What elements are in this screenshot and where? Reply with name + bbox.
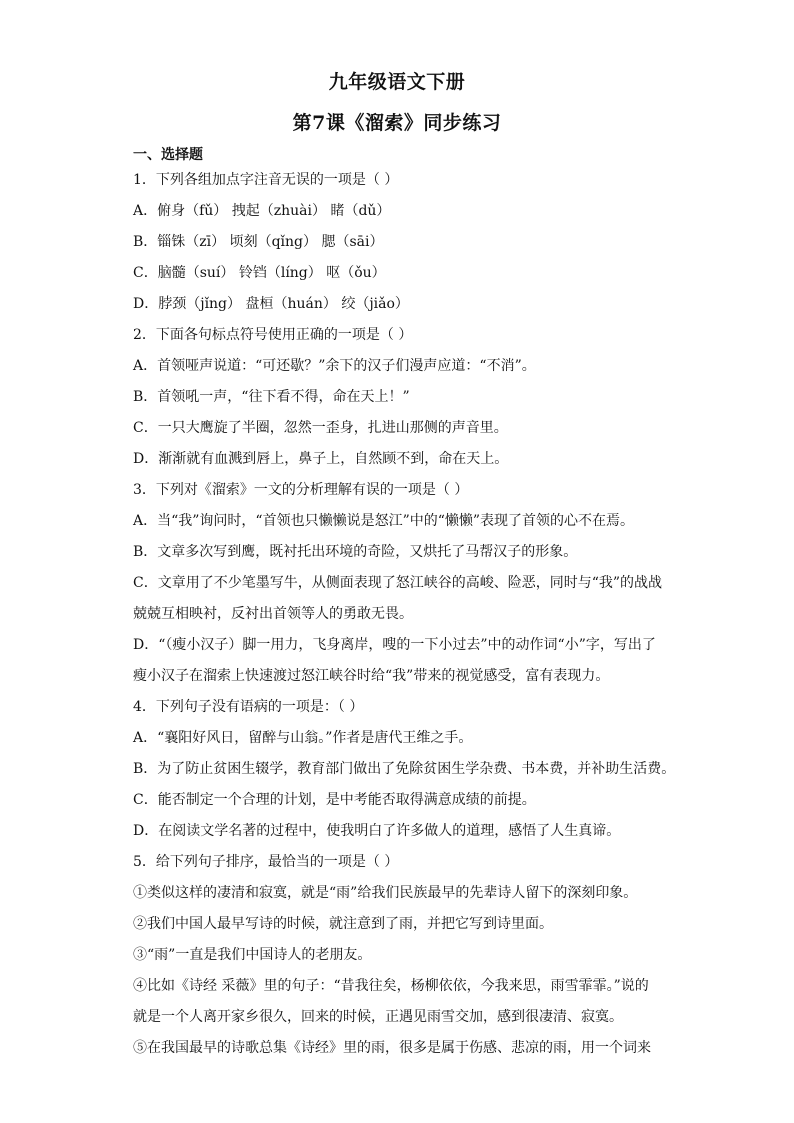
option-line: B．锱铢（zī） 顷刻（qǐng） 腮（sāi） (133, 234, 384, 250)
option-line: C．能否制定一个合理的计划，是中考能否取得满意成绩的前提。 (133, 792, 536, 808)
question-line: 2．下面各句标点符号使用正确的一项是（ ） (133, 327, 413, 343)
question-line: 1．下列各组加点字注音无误的一项是（ ） (133, 172, 399, 188)
lesson-title: 第7课《溜索》同步练习 (292, 112, 502, 134)
option-line: D．在阅读文学名著的过程中，使我明白了许多做人的道理，感悟了人生真谛。 (133, 823, 621, 839)
option-line: B．为了防止贫困生辍学，教育部门做出了免除贫困生学杂费、书本费，并补助生活费。 (133, 761, 676, 777)
option-line: C．一只大鹰旋了半圈，忽然一歪身，扎进山那侧的声音里。 (133, 420, 508, 436)
option-line: A．当“我”询问时，“首领也只懒懒说是怒江”中的“懒懒”表现了首领的心不在焉。 (133, 513, 635, 529)
option-continuation-line: 瘦小汉子在溜索上快速渡过怒江峡谷时给“我”带来的视觉感受，富有表现力。 (133, 668, 610, 684)
question-line: 4．下列句子没有语病的一项是：（ ） (133, 699, 364, 715)
question-content (133, 170, 676, 1069)
option-continuation-line: 兢兢互相映衬，反衬出首领等人的勇敢无畏。 (133, 606, 413, 622)
question-line: 3．下列对《溜索》一文的分析理解有误的一项是（ ） (133, 482, 469, 498)
sentence-line: ③“雨”一直是我们中国诗人的老朋友。 (133, 947, 372, 963)
option-line: B．首领吼一声，“往下看不得，命在天上！” (133, 389, 410, 405)
sentence-line: ⑤在我国最早的诗歌总集《诗经》里的雨，很多是属于伤感、悲凉的雨，用一个词来 (133, 1040, 651, 1056)
option-line: A．俯身（fǔ） 拽起（zhuài） 睹（dǔ） (133, 203, 391, 219)
sentence-continuation-line: 就是一个人离开家乡很久，回来的时候，正遇见雨雪交加，感到很凄清、寂寞。 (133, 1009, 623, 1025)
question-line: 5．给下列句子排序，最恰当的一项是（ ） (133, 854, 399, 870)
option-line: C．脑髓（suí） 铃铛（líng） 呕（ǒu） (133, 265, 386, 281)
sentence-line: ①类似这样的凄清和寂寞，就是“雨”给我们民族最早的先辈诗人留下的深刻印象。 (133, 885, 638, 901)
section-heading: 一、选择题 (133, 147, 203, 163)
option-line: A．首领哑声说道：“可还歇？”余下的汉子们漫声应道：“不消”。 (133, 358, 536, 374)
sentence-line: ②我们中国人最早写诗的时候，就注意到了雨，并把它写到诗里面。 (133, 916, 553, 932)
document-title: 九年级语文下册 (328, 71, 466, 93)
sentence-line: ④比如《诗经 采薇》里的句子：“昔我往矣，杨柳依依，今我来思，雨雪霏霏。”说的 (133, 978, 649, 994)
option-line: D．“（瘦小汉子）脚一用力，飞身离岸，嗖的一下小过去”中的动作词“小”字，写出了 (133, 637, 656, 653)
option-line: A．“襄阳好风日，留醉与山翁。”作者是唐代王维之手。 (133, 730, 473, 746)
option-line: D．脖颈（jǐng） 盘桓（huán） 绞（jiǎo） (133, 296, 409, 312)
option-line: D．渐渐就有血溅到唇上，鼻子上，自然顾不到，命在天上。 (133, 451, 509, 467)
option-line: C．文章用了不少笔墨写牛，从侧面表现了怒江峡谷的高峻、险恶，同时与“我”的战战 (133, 575, 663, 591)
option-line: B．文章多次写到鹰，既衬托出环境的奇险，又烘托了马帮汉子的形象。 (133, 544, 578, 560)
